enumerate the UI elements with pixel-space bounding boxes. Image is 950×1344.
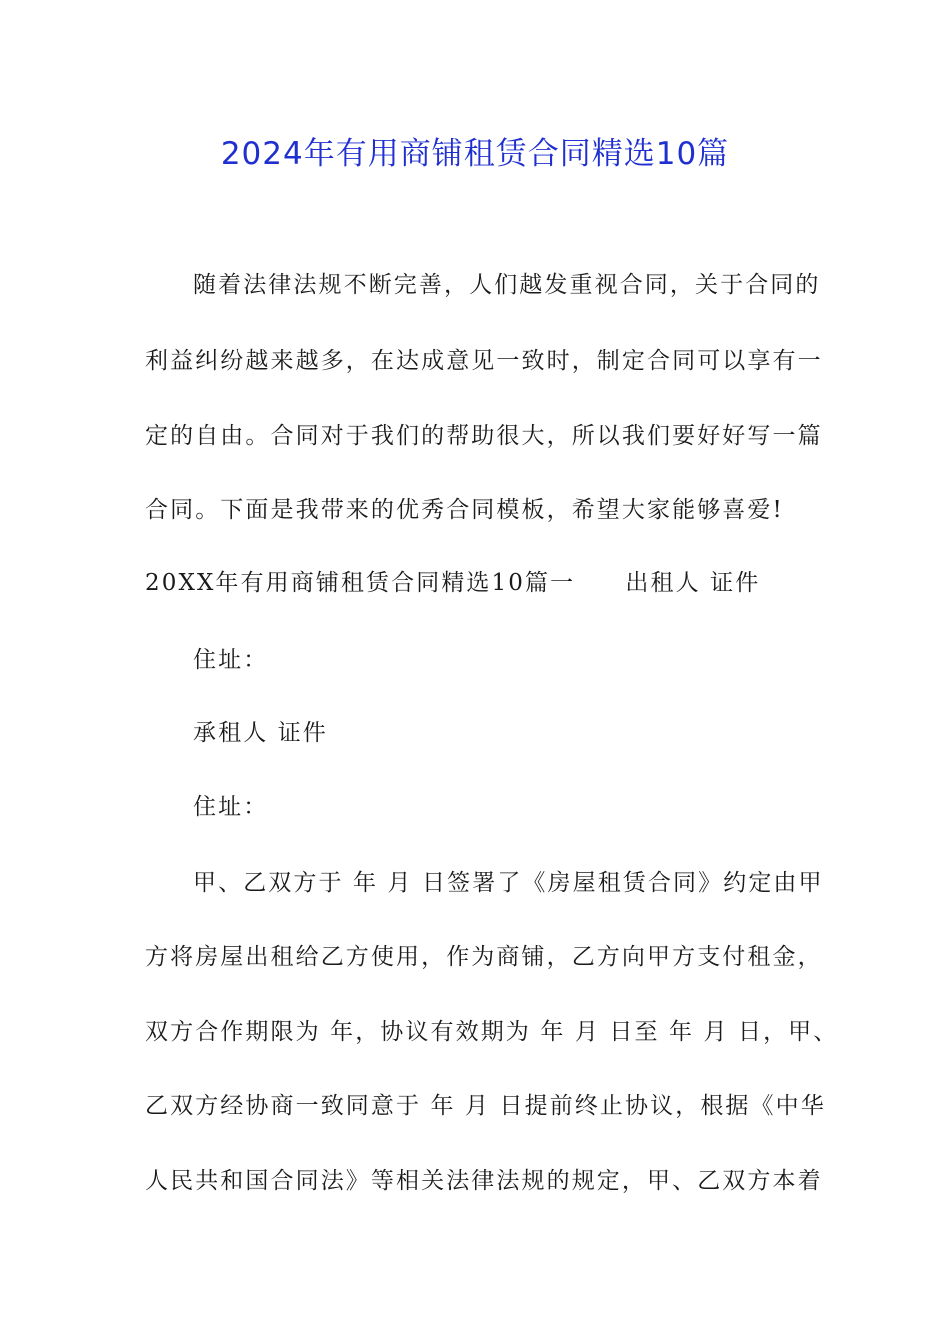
paragraph-line-3: 定的自由。合同对于我们的帮助很大，所以我们要好好写一篇: [145, 423, 823, 449]
paragraph-line-2: 利益纠纷越来越多，在达成意见一致时，制定合同可以享有一: [145, 348, 823, 374]
section-heading-line: 20XX年有用商铺租赁合同精选10篇一 出租人 证件: [145, 570, 761, 596]
paragraph-line-4: 合同。下面是我带来的优秀合同模板，希望大家能够喜爱!: [145, 497, 784, 523]
paragraph-line-12: 乙双方经协商一致同意于 年 月 日提前终止协议，根据《中华: [145, 1093, 826, 1119]
paragraph-line-1: 随着法律法规不断完善，人们越发重视合同，关于合同的: [193, 272, 821, 298]
paragraph-line-9: 甲、乙双方于 年 月 日签署了《房屋租赁合同》约定由甲: [193, 870, 824, 896]
lessor-address-label: 住址：: [193, 647, 269, 673]
paragraph-line-11: 双方合作期限为 年，协议有效期为 年 月 日至 年 月 日，甲、: [145, 1019, 839, 1045]
document-title: 2024年有用商铺租赁合同精选10篇: [220, 136, 730, 172]
lessee-id-label: 承租人 证件: [193, 720, 328, 746]
paragraph-line-13: 人民共和国合同法》等相关法律法规的规定，甲、乙双方本着: [145, 1168, 823, 1194]
paragraph-line-10: 方将房屋出租给乙方使用，作为商铺，乙方向甲方支付租金，: [145, 944, 823, 970]
lessee-address-label: 住址：: [193, 794, 269, 820]
